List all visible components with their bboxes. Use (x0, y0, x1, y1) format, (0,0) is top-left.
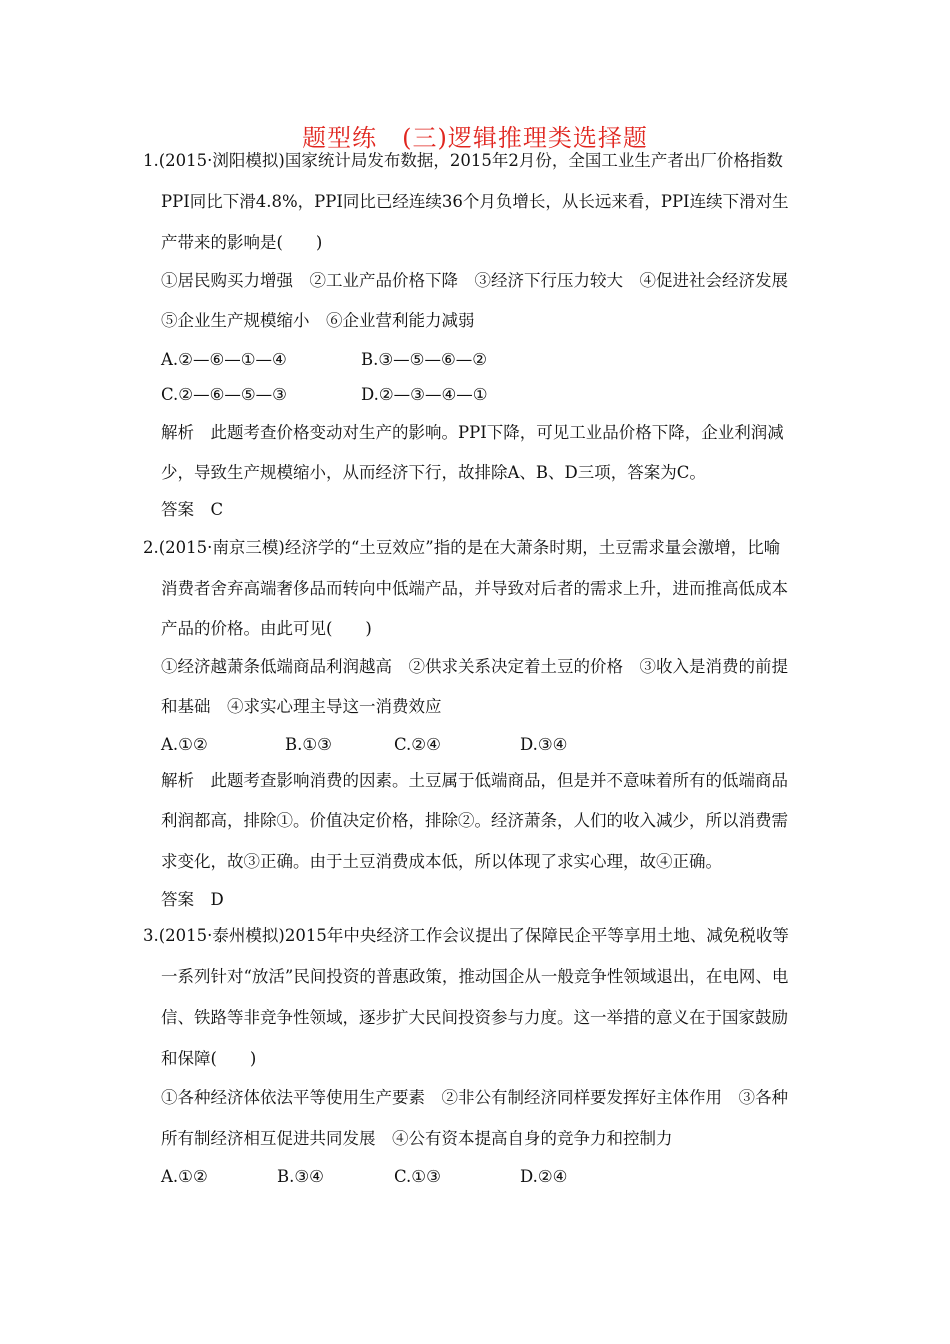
q1-options-row-2 (161, 384, 861, 406)
q3-option-d: D.②④ (520, 1167, 568, 1186)
q2-items-line-2: 和基础 ④求实心理主导这一消费效应 (161, 697, 442, 716)
q2-stem-line-1: 2.(2015·南京三模)经济学的“土豆效应”指的是在大萧条时期，土豆需求量会激增，比喻 (143, 538, 781, 557)
q1-items-line-1: ①居民购买力增强 ②工业产品价格下降 ③经济下行压力较大 ④促进社会经济发展 (161, 271, 788, 290)
q3-option-a: A.①② (161, 1167, 208, 1186)
q1-analysis-line-1: 解析 此题考查价格变动对生产的影响。PPI下降，可见工业品价格下降，企业利润减 (161, 423, 784, 442)
q3-stem-line-2: 一系列针对“放活”民间投资的普惠政策，推动国企从一般竞争性领域退出，在电网、电 (161, 967, 789, 986)
q1-option-d: D.②—③—④—① (361, 385, 488, 404)
q1-options-row-1 (161, 349, 861, 371)
q3-stem-line-1: 3.(2015·泰州模拟)2015年中央经济工作会议提出了保障民企平等享用土地、减免税收等 (143, 926, 789, 945)
q2-options-row (161, 734, 861, 756)
q1-option-c: C.②—⑥—⑤—③ (161, 385, 287, 404)
q2-option-a: A.①② (161, 735, 208, 754)
q1-option-a: A.②—⑥—①—④ (161, 350, 287, 369)
q1-answer: 答案 C (161, 500, 224, 519)
q3-stem-line-4: 和保障( ) (161, 1049, 257, 1068)
page-title: 题型练 (三)逻辑推理类选择题 (302, 124, 648, 152)
q2-items-line-1: ①经济越萧条低端商品利润越高 ②供求关系决定着土豆的价格 ③收入是消费的前提 (161, 657, 788, 676)
q2-option-d: D.③④ (520, 735, 568, 754)
q3-items-line-1: ①各种经济体依法平等使用生产要素 ②非公有制经济同样要发挥好主体作用 ③各种 (161, 1088, 788, 1107)
q2-analysis-line-2: 利润都高，排除①。价值决定价格，排除②。经济萧条，人们的收入减少，所以消费需 (161, 811, 788, 830)
q1-analysis-line-2: 少，导致生产规模缩小，从而经济下行，故排除A、B、D三项，答案为C。 (161, 463, 706, 482)
q3-option-b: B.③④ (277, 1167, 324, 1186)
q3-items-line-2: 所有制经济相互促进共同发展 ④公有资本提高自身的竞争力和控制力 (161, 1129, 673, 1148)
q2-stem-line-3: 产品的价格。由此可见( ) (161, 619, 372, 638)
q1-items-line-2: ⑤企业生产规模缩小 ⑥企业营利能力减弱 (161, 311, 475, 330)
q2-answer: 答案 D (161, 890, 224, 909)
q3-option-c: C.①③ (394, 1167, 441, 1186)
q2-analysis-line-3: 求变化，故③正确。由于土豆消费成本低，所以体现了求实心理，故④正确。 (161, 852, 722, 871)
q2-stem-line-2: 消费者舍弃高端奢侈品而转向中低端产品，并导致对后者的需求上升，进而推高低成本 (161, 579, 788, 598)
q2-option-c: C.②④ (394, 735, 441, 754)
q1-stem-line-2: PPI同比下滑4.8%，PPI同比已经连续36个月负增长，从长远来看，PPI连续下滑对生 (161, 192, 789, 211)
q1-stem-line-3: 产带来的影响是( ) (161, 233, 323, 252)
q3-stem-line-3: 信、铁路等非竞争性领域，逐步扩大民间投资参与力度。这一举措的意义在于国家鼓励 (161, 1008, 788, 1027)
q1-option-b: B.③—⑤—⑥—② (361, 350, 488, 369)
q2-option-b: B.①③ (285, 735, 332, 754)
q2-analysis-line-1: 解析 此题考查影响消费的因素。土豆属于低端商品，但是并不意味着所有的低端商品 (161, 771, 788, 790)
q3-options-row (161, 1166, 861, 1188)
q1-stem-line-1: 1.(2015·浏阳模拟)国家统计局发布数据，2015年2月份，全国工业生产者出厂价格指数 (143, 151, 783, 170)
